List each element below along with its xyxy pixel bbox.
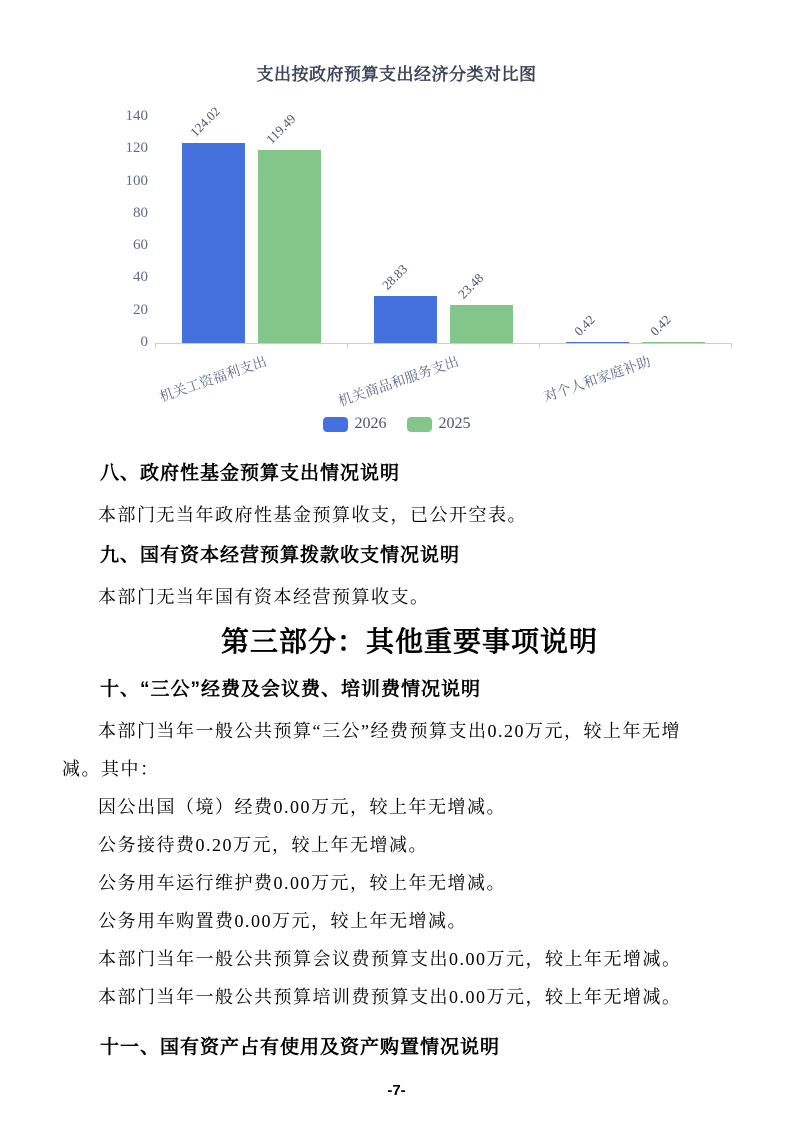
x-axis-category-label: 机关工资福利支出 — [157, 352, 269, 405]
x-axis-category-label: 对个人和家庭补助 — [541, 352, 653, 405]
bar-2026 — [374, 296, 437, 343]
y-axis-tick-label: 0 — [140, 334, 148, 350]
section-10-paragraph-line: 公务用车购置费0.00万元，较上年无增减。 — [98, 911, 467, 931]
y-axis-tick-label: 80 — [133, 204, 148, 221]
bar-2025 — [450, 305, 513, 343]
section-10-paragraph-line: 本部门当年一般公共预算会议费预算支出0.00万元，较上年无增减。 — [98, 949, 682, 969]
chart-title: 支出按政府预算支出经济分类对比图 — [256, 65, 537, 84]
bar-2025 — [258, 150, 321, 343]
section-9-heading: 九、国有资本经营预算拨款收支情况说明 — [100, 545, 461, 566]
y-axis-tick-label: 60 — [133, 237, 148, 254]
bar-value-label: 0.42 — [646, 311, 674, 339]
section-9-paragraph: 本部门无当年国有资本经营预算收支。 — [98, 587, 430, 607]
section-10-paragraph-line: 减。其中： — [62, 759, 160, 779]
x-axis-tick — [347, 343, 348, 348]
legend-label: 2026 — [354, 415, 387, 432]
bar-value-label: 119.49 — [262, 111, 299, 147]
section-10-paragraph-line: 本部门当年一般公共预算“三公”经费预算支出0.20万元，较上年无增 — [98, 721, 681, 741]
y-axis-tick-label: 100 — [125, 172, 148, 189]
legend-item-2025 — [407, 415, 471, 433]
part-3-title: 第三部分：其他重要事项说明 — [220, 626, 598, 657]
legend-item-2026 — [323, 415, 387, 433]
bar-value-label: 28.83 — [378, 261, 411, 294]
y-axis-tick-label: 140 — [125, 108, 148, 124]
legend-swatch-icon — [407, 417, 432, 432]
document-body — [0, 452, 793, 1070]
chart-legend — [0, 415, 793, 433]
y-axis-tick-label: 40 — [133, 269, 148, 286]
section-11-heading: 十一、国有资产占有使用及资产购置情况说明 — [100, 1037, 501, 1058]
x-axis-tick — [539, 343, 540, 348]
x-axis-tick — [731, 343, 732, 348]
x-axis-line — [155, 343, 732, 344]
section-8-heading: 八、政府性基金预算支出情况说明 — [100, 463, 401, 484]
section-10-paragraph-line: 公务用车运行维护费0.00万元，较上年无增减。 — [98, 873, 506, 893]
page-number: -7- — [387, 1082, 406, 1099]
bar-value-label: 124.02 — [186, 103, 223, 140]
legend-swatch-icon — [323, 417, 348, 432]
section-10-paragraph-line: 公务接待费0.20万元，较上年无增减。 — [98, 835, 428, 855]
bar-2025 — [642, 342, 705, 343]
y-axis-tick-label: 20 — [133, 301, 148, 318]
bar-value-label: 23.48 — [454, 270, 487, 302]
x-axis-tick — [155, 343, 156, 348]
section-10-paragraph-line: 本部门当年一般公共预算培训费预算支出0.00万元，较上年无增减。 — [98, 987, 682, 1007]
section-8-paragraph: 本部门无当年政府性基金预算收支，已公开空表。 — [98, 505, 527, 525]
section-10-paragraph-line: 因公出国（境）经费0.00万元，较上年无增减。 — [98, 797, 506, 817]
bar-2026 — [566, 342, 629, 343]
x-axis-category-label: 机关商品和服务支出 — [336, 352, 461, 410]
expenditure-comparison-chart — [0, 0, 793, 450]
bar-value-label: 0.42 — [570, 311, 598, 339]
y-axis-tick-label: 120 — [125, 140, 148, 157]
legend-label: 2025 — [438, 415, 471, 432]
bar-2026 — [182, 143, 245, 343]
section-10-heading: 十、“三公”经费及会议费、培训费情况说明 — [100, 679, 482, 700]
